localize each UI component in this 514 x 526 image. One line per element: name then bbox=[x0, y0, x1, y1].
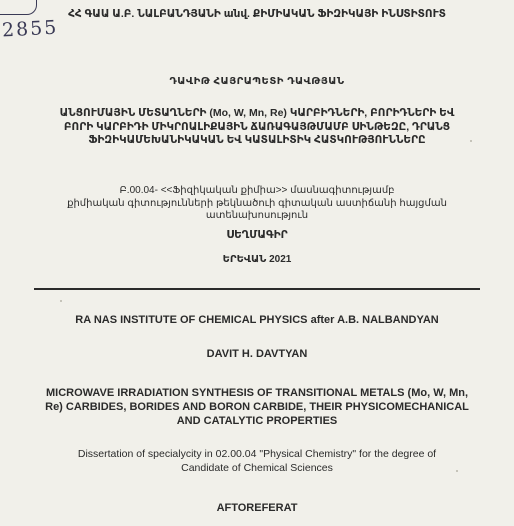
section-divider bbox=[34, 288, 480, 290]
armenian-dissertation-title bbox=[0, 107, 514, 148]
armenian-title-line: ԲՈՐԻ ԿԱՐԲԻԴԻ ՄԻԿՐՈԱԼԻՔԱՅԻՆ ՃԱՌԱԳԱՅԹՄԱՄԲ ՍԻՆԹԵԶԸ, ԴՐԱՆՑ bbox=[63, 120, 451, 133]
paper-speck bbox=[456, 470, 458, 472]
armenian-specialty-line: քիմիական գիտությունների թեկնածուի գիտական աստիճանի հայցման bbox=[67, 197, 447, 209]
armenian-city-year: ԵՐԵՎԱՆ 2021 bbox=[222, 254, 292, 265]
english-specialty-line: Dissertation of specialycity in 02.00.04 "Physical Chemistry" for the degree of bbox=[77, 448, 437, 460]
english-title-line: AND CATALYTIC PROPERTIES bbox=[176, 415, 338, 427]
english-title-line: Re) CARBIDES, BORIDES AND BORON CARBIDE, THEIR PHYSICOMECHANICAL bbox=[45, 401, 469, 413]
handwritten-number: 2855 bbox=[1, 16, 59, 42]
armenian-specialty bbox=[0, 185, 514, 223]
english-specialty bbox=[0, 448, 514, 475]
english-abstract-label: AFTOREFERAT bbox=[216, 502, 298, 514]
armenian-title-line: ԱՆՑՈՒՄԱՅԻՆ ՄԵՏԱՂՆԵՐԻ (Mo, W, Mn, Re) ԿԱՐԲԻԴՆԵՐԻ, ԲՈՐԻԴՆԵՐԻ ԵՎ bbox=[59, 107, 455, 119]
armenian-author-name: ԴԱՎԻԹ ՀԱՅՐԱՊԵՏԻ ԴԱՎԹՅԱՆ bbox=[169, 76, 345, 87]
armenian-specialty-line: Բ.00.04- <<Ֆիզիկական քիմիա>> մասնագիտությամբ bbox=[119, 185, 395, 196]
english-title-line: MICROWAVE IRRADIATION SYNTHESIS OF TRANSITIONAL METALS (Mo, W, Mn, bbox=[45, 387, 469, 399]
armenian-abstract-label: ՍԵՂՄԱԳԻՐ bbox=[226, 229, 288, 241]
paper-speck bbox=[60, 300, 62, 302]
armenian-institute-name: ՀՀ ԳԱԱ Ա.Բ. ՆԱԼԲԱՆԴՅԱՆԻ անվ. ՔԻՄԻԱԿԱՆ ՖԻԶԻԿԱՅԻ ԻՆՍՏԻՏՈՒՏ bbox=[68, 8, 446, 20]
english-institute-name: RA NAS INSTITUTE OF CHEMICAL PHYSICS after A.B. NALBANDYAN bbox=[75, 314, 439, 326]
armenian-title-line: ՖԻԶԻԿԱՄԵԽԱՆԻԿԱԿԱՆ ԵՎ ԿԱՏԱԼԻՏԻԿ ՀԱՏԿՈՒԹՅՈՒՆՆԵՐԸ bbox=[88, 134, 426, 146]
english-dissertation-title bbox=[0, 386, 514, 428]
english-author-name: DAVIT H. DAVTYAN bbox=[206, 348, 308, 360]
english-specialty-line: Candidate of Chemical Sciences bbox=[181, 461, 333, 474]
armenian-specialty-line: ատենախոսություն bbox=[205, 210, 309, 221]
paper-speck bbox=[470, 140, 472, 142]
